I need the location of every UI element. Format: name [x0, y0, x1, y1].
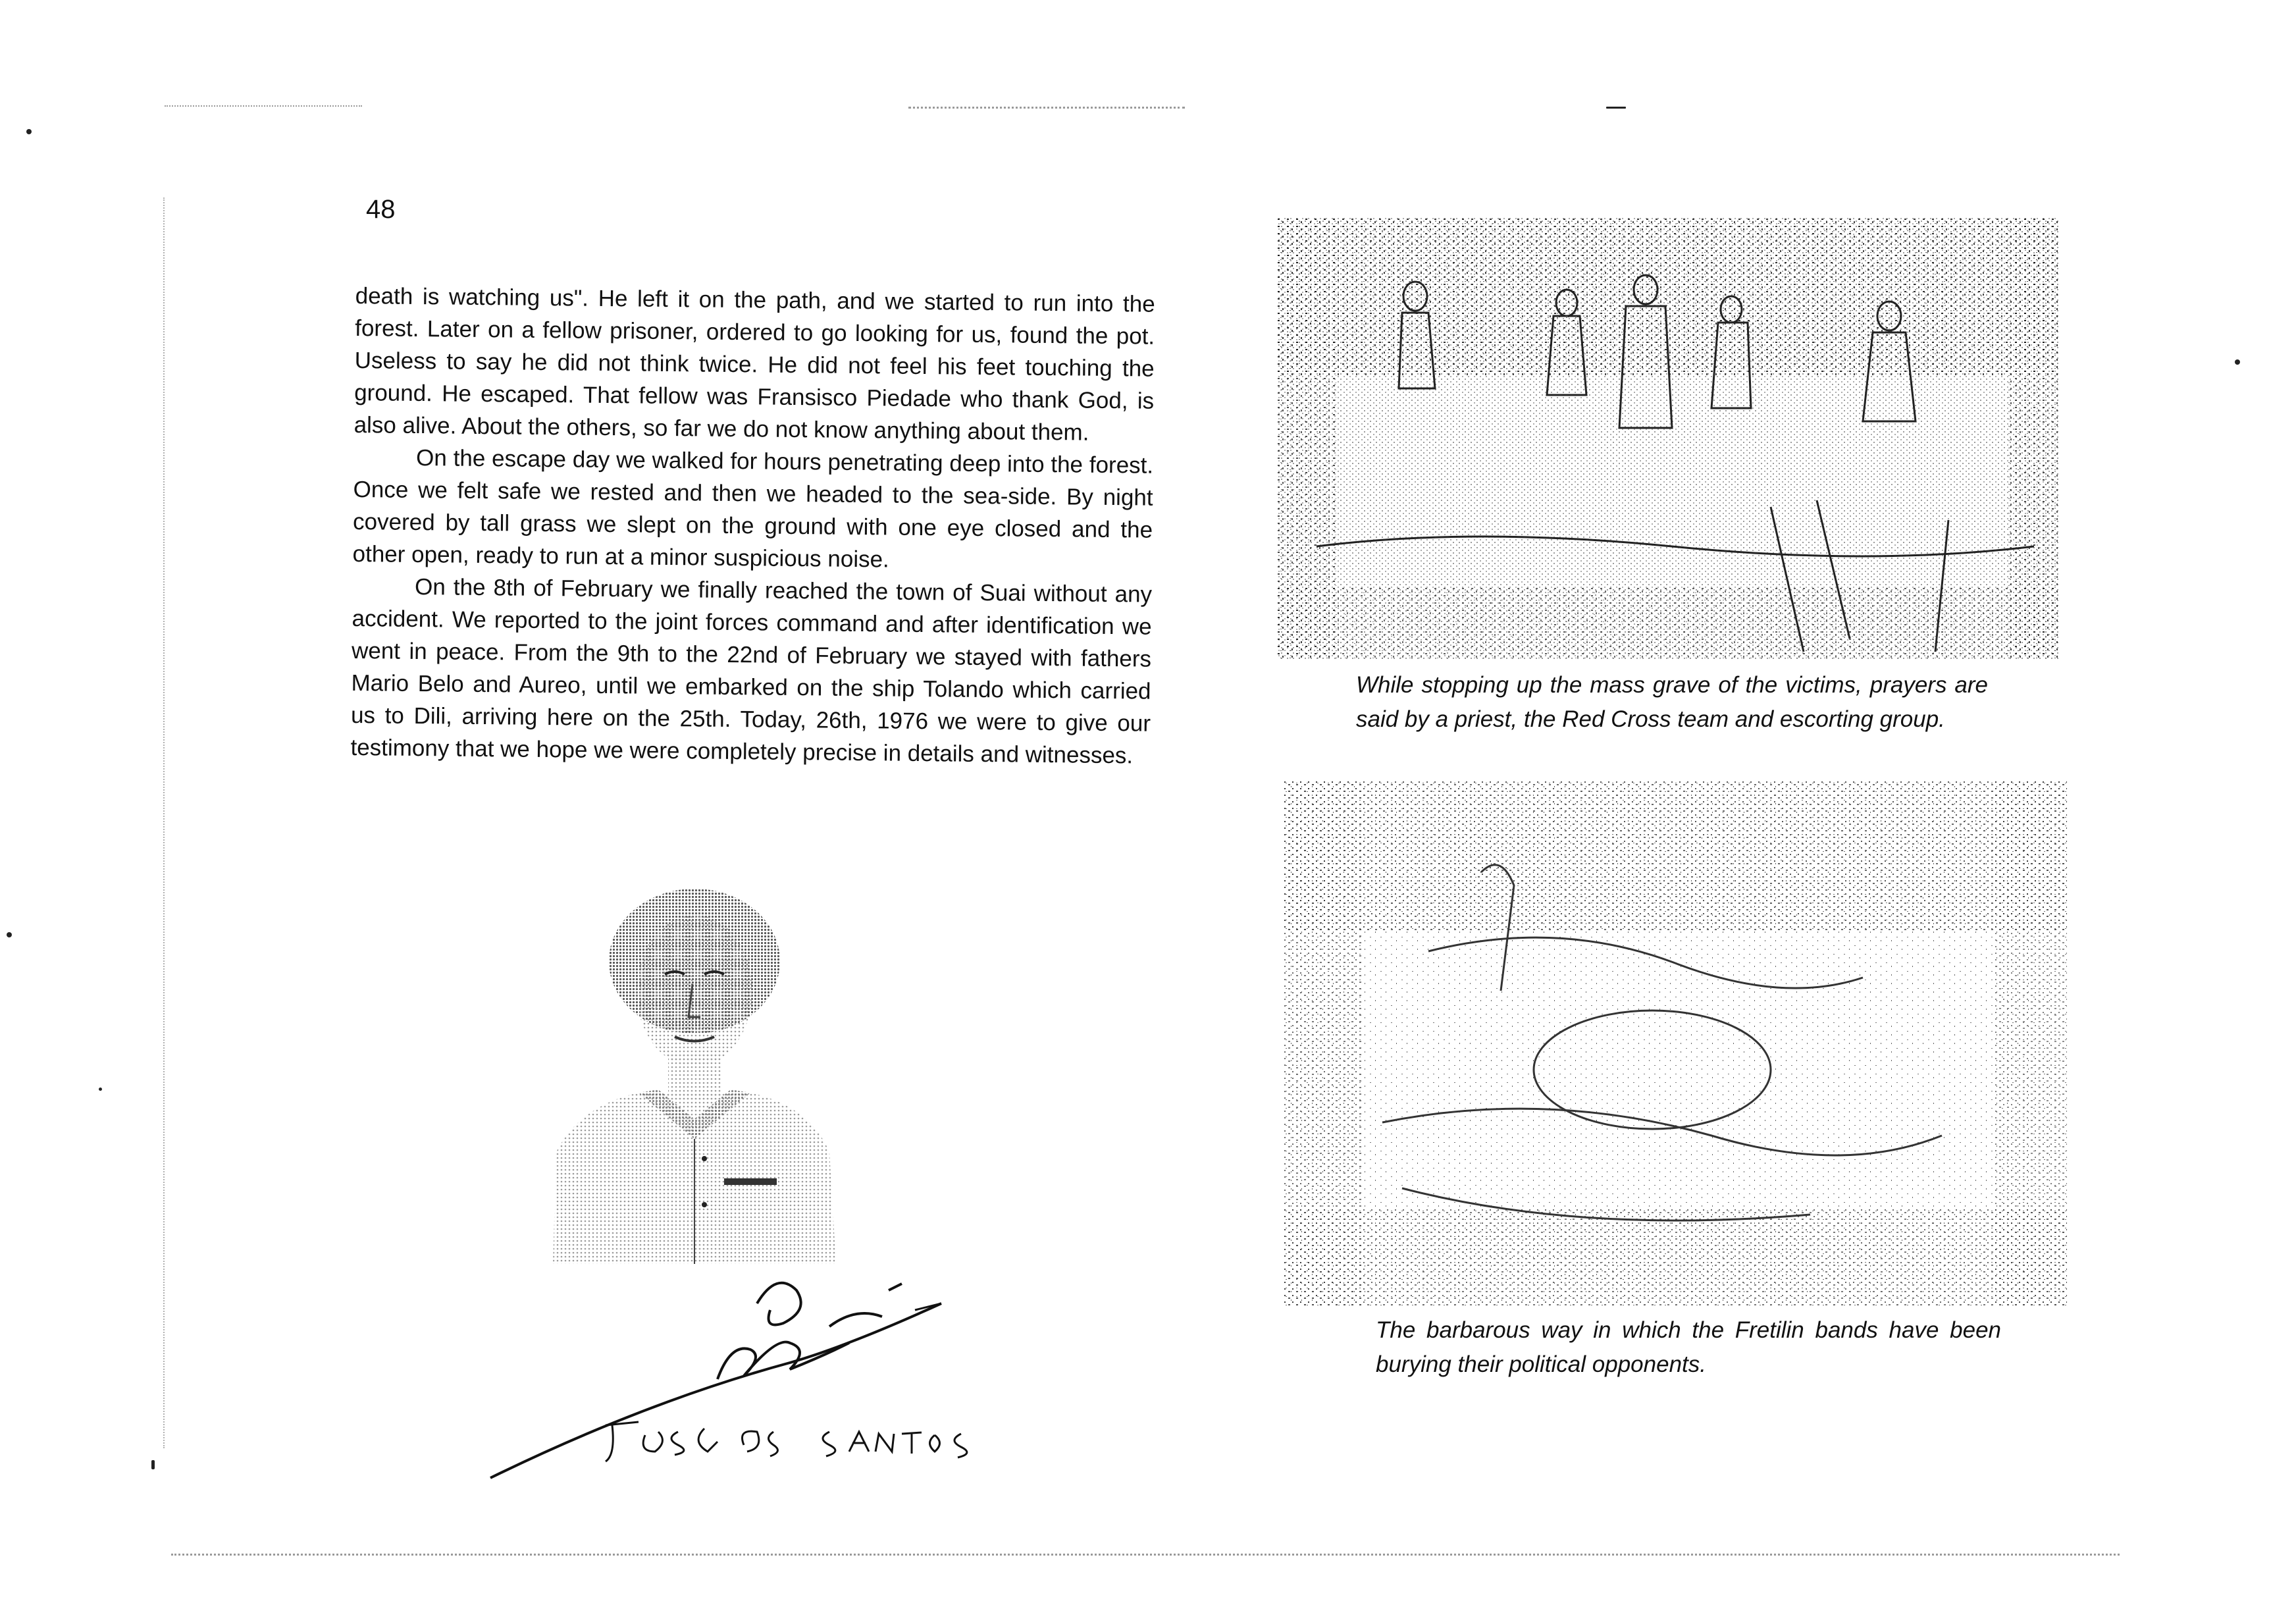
scan-border-left [163, 197, 165, 1448]
scan-speck [1606, 107, 1626, 109]
page-number: 48 [366, 195, 396, 224]
photo-caption-top: While stopping up the mass grave of the victims, prayers are said by a priest, the Red Cross team and escorting group. [1356, 672, 1988, 732]
scan-speck [2235, 359, 2240, 365]
article-body [350, 280, 1155, 772]
mass-grave-photo [1277, 217, 2060, 660]
scan-border-bottom [171, 1554, 2120, 1556]
scan-speck [26, 129, 32, 134]
scan-speck [99, 1088, 102, 1091]
photo-caption-bottom: The barbarous way in which the Fretilin bands have been burying their political opponents. [1376, 1317, 2001, 1377]
signature [481, 1264, 994, 1488]
scan-speck [7, 932, 12, 937]
burial-photo [1284, 780, 2067, 1307]
paragraph: On the escape day we walked for hours penetrating deep into the forest. Once we felt safe we rested and then we headed to the sea-side. By night covered by tall grass we slept on the ground with one eye closed and the other open, ready to run at a minor suspicious noise. [352, 444, 1154, 573]
scan-border-top [908, 107, 1185, 109]
scan-border-top-left [165, 105, 362, 107]
paragraph: On the 8th of February we finally reached the town of Suai without any accident. We reported to the joint forces command and after identification we went in peace. From the 9th to the 22nd of February we stayed with fathers Mario Belo and Aureo, until we embarked on the ship Tolando which carried us to Dili, arriving here on the 25th. Today, 26th, 1976 we were to give our testimony that we hope we were completely precise in details and witnesses. [350, 573, 1153, 769]
scan-speck [151, 1460, 155, 1469]
portrait-photo [540, 876, 849, 1264]
paragraph: death is watching us". He left it on the path, and we started to run into the forest. Later on a fellow prisoner, ordered to go looking for us, found the pot. Useless to say he did not think twice. He did not feel his feet touching the ground. He escaped. That fellow was Fransisco Piedade who thank God, is also alive. About the others, so far we do not know anything about them. [353, 282, 1155, 446]
